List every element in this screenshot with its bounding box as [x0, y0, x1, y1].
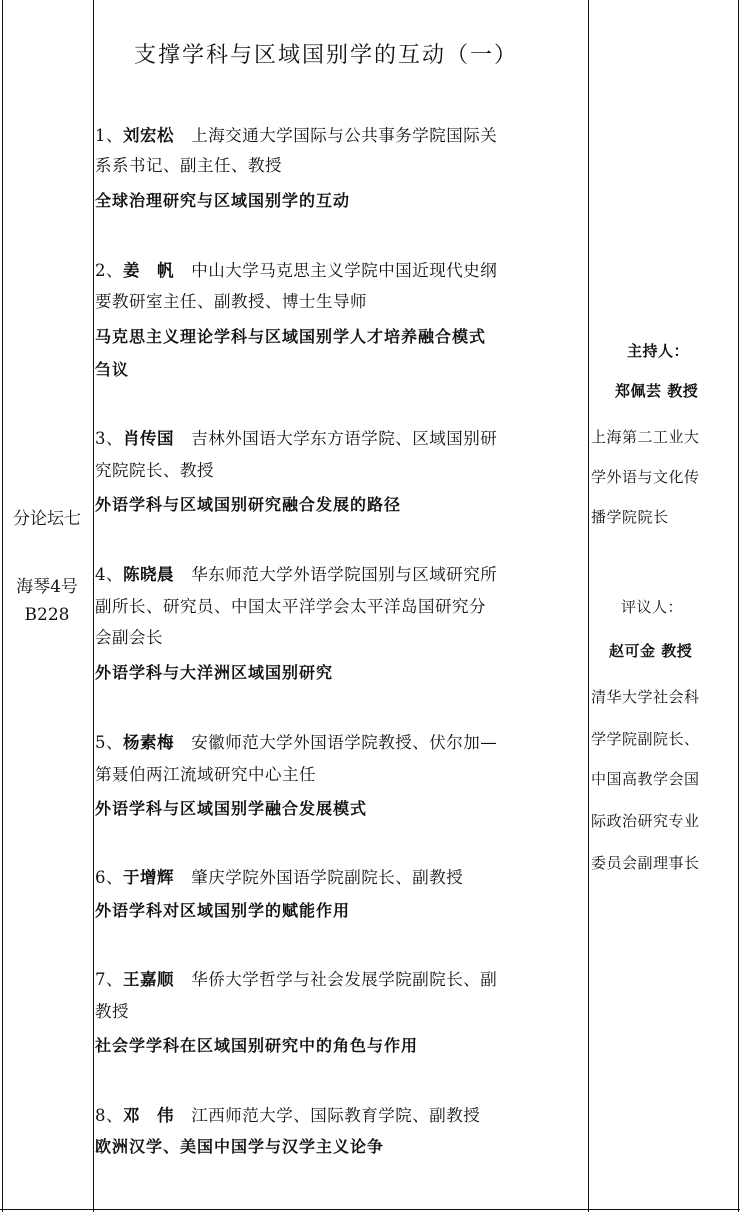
speaker-affiliation: 上海交通大学国际与公共事务学院国际关 [191, 126, 498, 145]
talk-6-speaker [95, 864, 589, 888]
speaker-affiliation: 肇庆学院外国语学院副院长、副教授 [191, 868, 464, 887]
talk-8-topic: 欧洲汉学、美国中国学与汉学主义论争 [95, 1137, 385, 1156]
building-name: 海琴4号 [16, 577, 78, 597]
talk-number: 3、 [95, 429, 123, 448]
table-border-bottom [0, 1209, 740, 1210]
speaker-name: 邓 伟 [123, 1106, 174, 1125]
talk-5-speaker [95, 729, 589, 753]
reviewer-affiliation-line: 委员会副理事长 [591, 854, 700, 872]
talk-number: 5、 [95, 733, 123, 752]
host-affiliation-line: 播学院院长 [591, 508, 669, 526]
room-number: B228 [24, 605, 70, 625]
host-affiliation-line: 学外语与文化传 [591, 468, 700, 486]
session-title: 支撑学科与区域国别学的互动（一） [134, 43, 519, 68]
talk-2-topic: 马克思主义理论学科与区域国别学人才培养融合模式 [95, 327, 487, 346]
talk-8-speaker [95, 1102, 589, 1126]
talk-number: 2、 [95, 261, 123, 280]
talk-3-affiliation-cont: 究院院长、教授 [95, 461, 214, 480]
reviewer-affiliation-line: 中国高教学会国 [591, 770, 700, 788]
speaker-name: 王嘉顺 [123, 970, 174, 989]
talk-5-affiliation-cont: 第聂伯两江流域研究中心主任 [95, 765, 316, 784]
speaker-affiliation: 华侨大学哲学与社会发展学院副院长、副 [191, 970, 498, 989]
talk-4-topic: 外语学科与大洋洲区域国别研究 [95, 663, 334, 682]
forum-name: 分论坛七 [13, 509, 81, 529]
talk-1-affiliation-cont: 系系书记、副主任、教授 [95, 156, 282, 175]
talk-3-topic: 外语学科与区域国别研究融合发展的路径 [95, 495, 402, 514]
talk-4-speaker [95, 561, 589, 585]
speaker-name: 刘宏松 [123, 126, 174, 145]
talk-2-topic-cont: 刍议 [95, 360, 130, 379]
column-divider-1 [93, 0, 94, 1212]
speaker-affiliation: 江西师范大学、国际教育学院、副教授 [191, 1106, 481, 1125]
reviewer-name: 赵可金 教授 [609, 642, 693, 660]
host-name: 郑佩芸 教授 [615, 382, 699, 400]
reviewer-affiliation-line: 清华大学社会科 [591, 688, 700, 706]
talk-number: 6、 [95, 868, 123, 887]
talk-7-speaker [95, 966, 589, 990]
table-border-right [738, 0, 739, 1212]
talk-7-topic: 社会学学科在区域国别研究中的角色与作用 [95, 1036, 419, 1055]
host-label: 主持人： [627, 342, 690, 360]
talk-number: 7、 [95, 970, 123, 989]
speaker-name: 于增辉 [123, 868, 174, 887]
reviewer-label: 评议人： [621, 598, 684, 616]
talk-3-speaker [95, 425, 589, 449]
talk-2-speaker [95, 257, 589, 281]
speaker-affiliation: 安徽师范大学外国语学院教授、伏尔加— [191, 733, 498, 752]
reviewer-affiliation-line: 学学院副院长、 [591, 730, 700, 748]
speaker-affiliation: 中山大学马克思主义学院中国近现代史纲 [191, 261, 498, 280]
talk-2-affiliation-cont: 要教研室主任、副教授、博士生导师 [95, 292, 367, 311]
speaker-name: 陈晓晨 [123, 565, 174, 584]
speaker-name: 姜 帆 [123, 261, 174, 280]
talk-4-affiliation-cont-2: 会副会长 [95, 628, 163, 647]
talk-1-topic: 全球治理研究与区域国别学的互动 [95, 191, 351, 210]
talk-number: 8、 [95, 1106, 123, 1125]
reviewer-affiliation-line: 际政治研究专业 [591, 812, 700, 830]
talk-5-topic: 外语学科与区域国别学融合发展模式 [95, 799, 368, 818]
speaker-name: 肖传国 [123, 429, 174, 448]
host-affiliation-line: 上海第二工业大 [591, 428, 700, 446]
speaker-affiliation: 华东师范大学外语学院国别与区域研究所 [191, 565, 498, 584]
talk-number: 1、 [95, 126, 123, 145]
talk-number: 4、 [95, 565, 123, 584]
speaker-affiliation: 吉林外国语大学东方语学院、区域国别研 [191, 429, 498, 448]
talk-4-affiliation-cont: 副所长、研究员、中国太平洋学会太平洋岛国研究分 [95, 597, 486, 616]
talk-7-affiliation-cont: 教授 [95, 1002, 129, 1021]
talk-6-topic: 外语学科对区域国别学的赋能作用 [95, 901, 351, 920]
talk-1-speaker [95, 122, 589, 146]
speaker-name: 杨素梅 [123, 733, 174, 752]
